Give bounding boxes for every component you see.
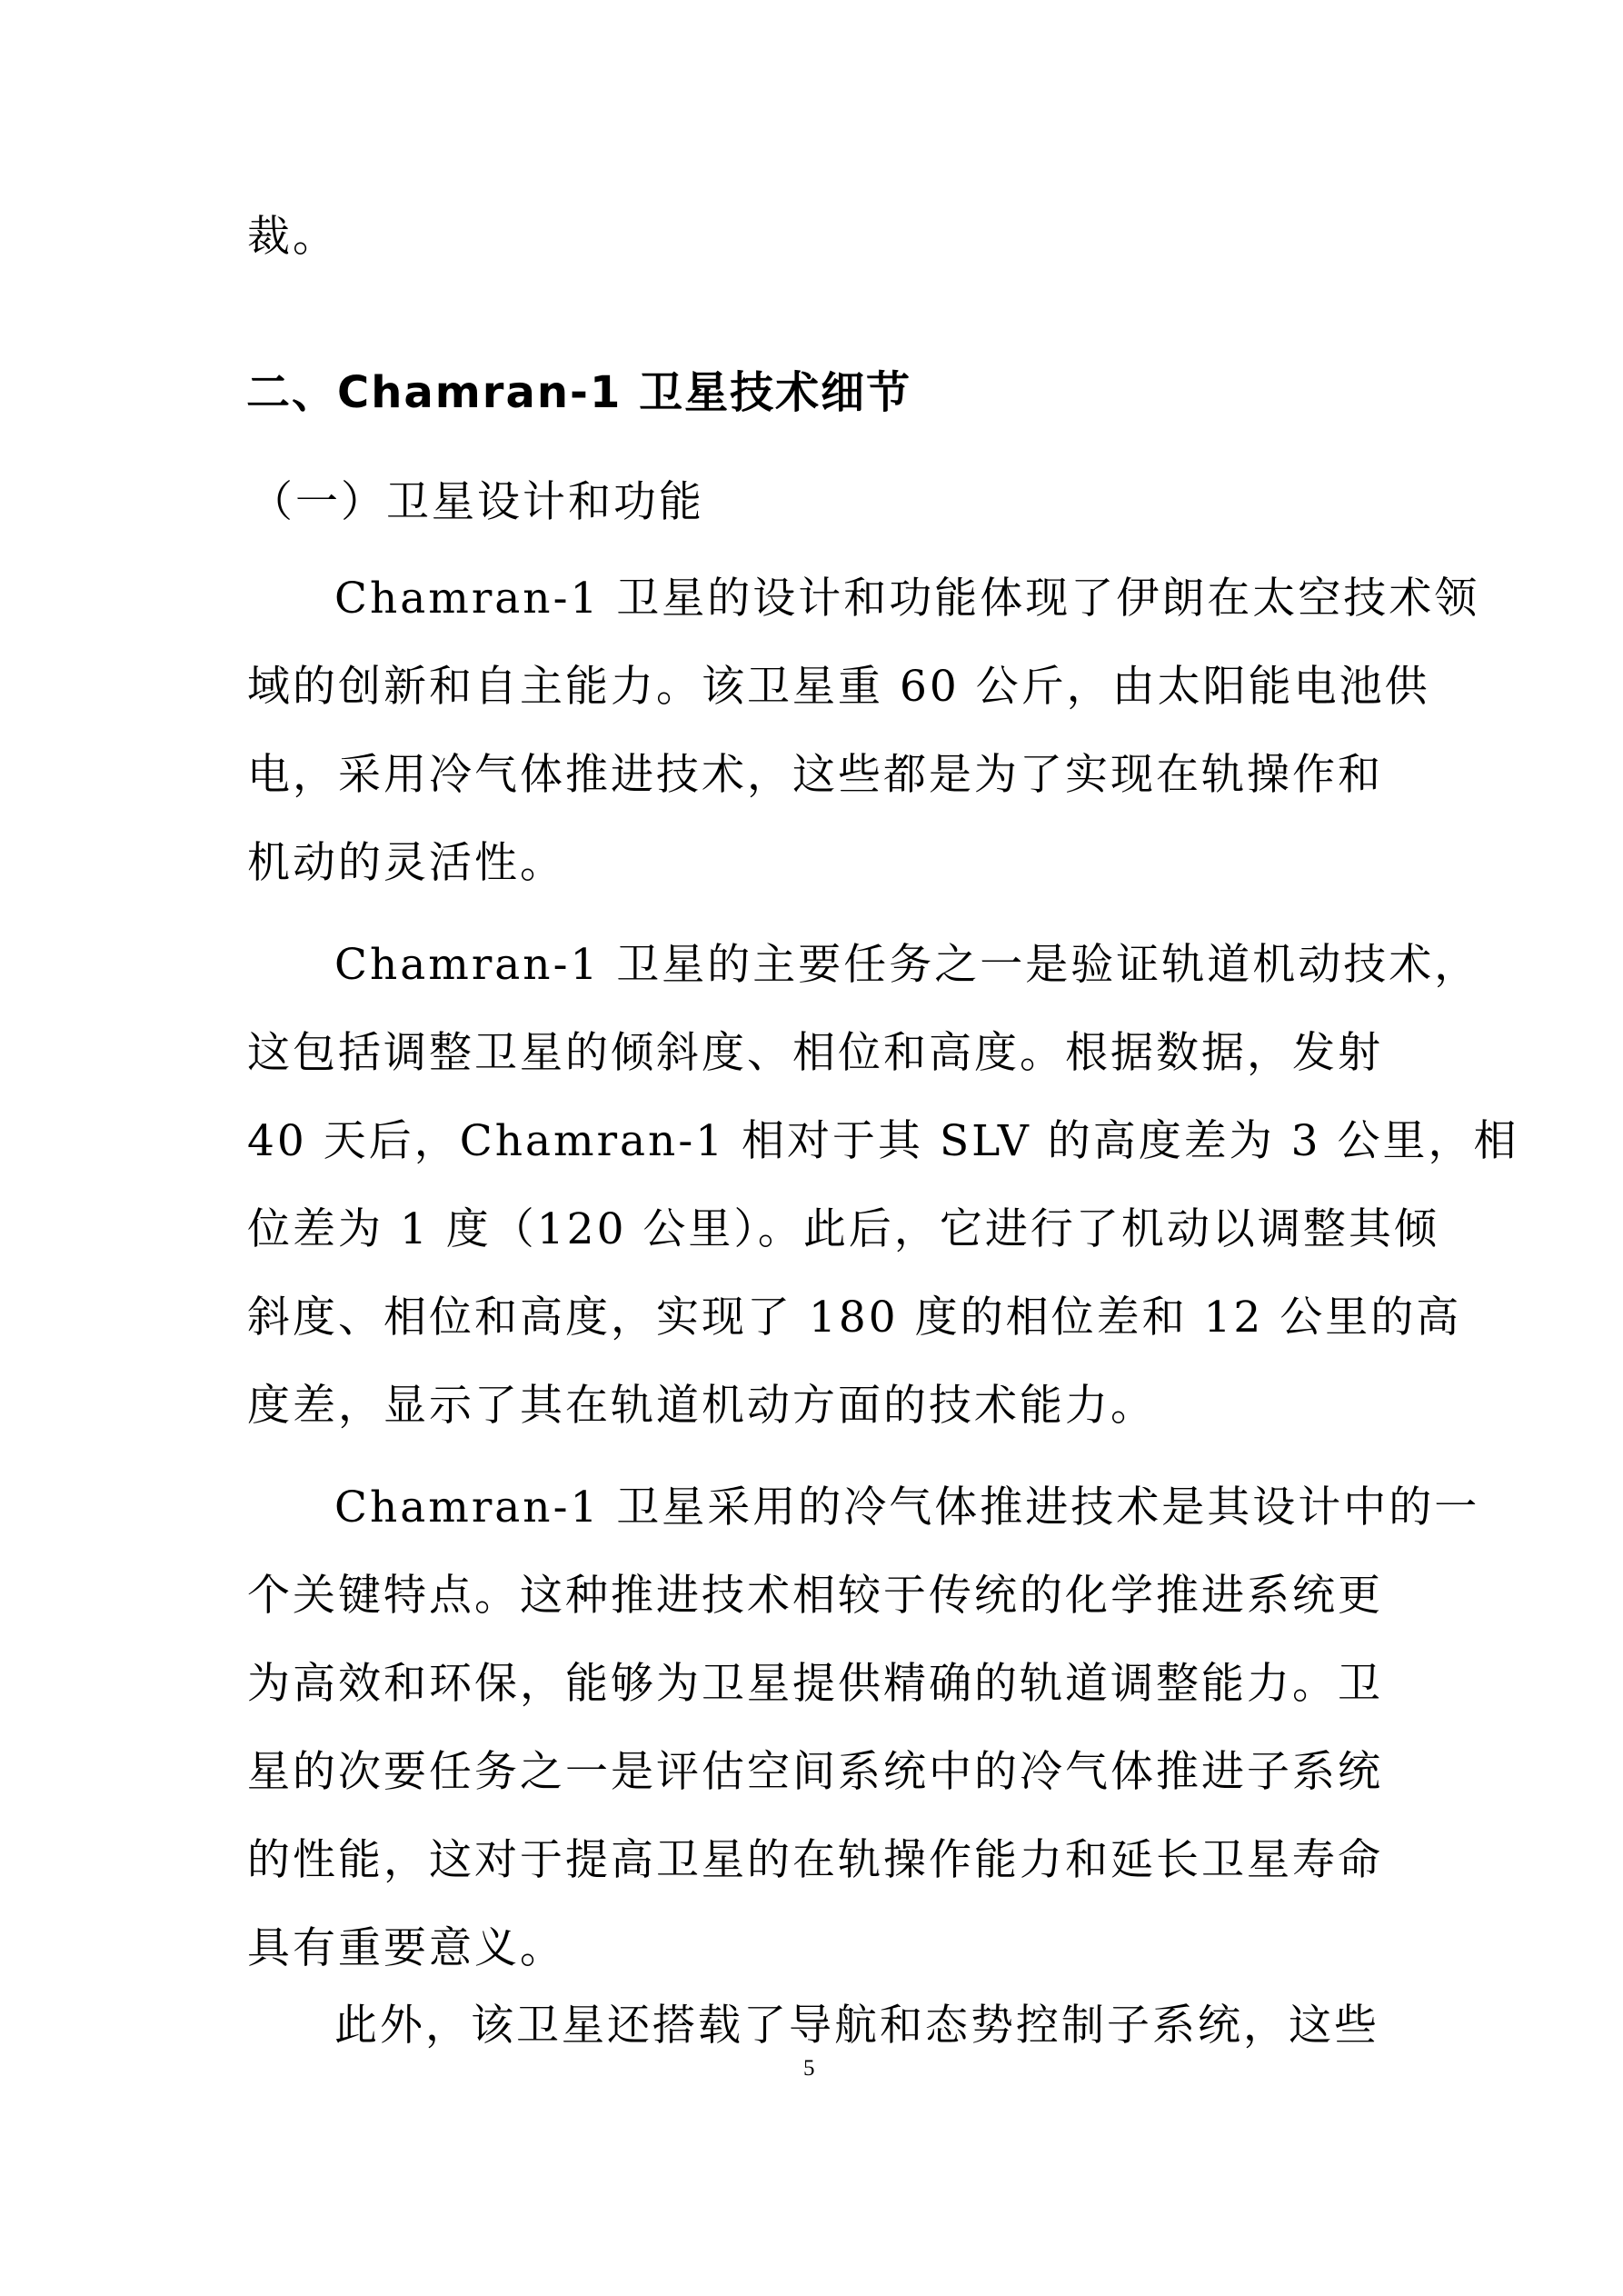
paragraph-line: 星的次要任务之一是评估空间系统中的冷气体推进子系统: [247, 1747, 1383, 1797]
paragraph-line: 为高效和环保，能够为卫星提供精确的轨道调整能力。卫: [247, 1659, 1383, 1709]
paragraph-line: 这包括调整卫星的倾斜度、相位和高度。根据数据，发射: [247, 1028, 1383, 1078]
page-number: 5: [803, 2056, 815, 2081]
subsection-heading: （一）卫星设计和功能: [250, 477, 704, 527]
paragraph-line: 的性能，这对于提高卫星的在轨操作能力和延长卫星寿命: [247, 1835, 1383, 1885]
paragraph-line: 斜度、相位和高度，实现了 180 度的相位差和 12 公里的高: [247, 1293, 1462, 1343]
paragraph-line: Chamran-1 卫星的主要任务之一是验证轨道机动技术，: [334, 940, 1480, 990]
paragraph-line: 电，采用冷气体推进技术，这些都是为了实现在轨操作和: [247, 750, 1383, 800]
paragraph-line: 此外，该卫星还搭载了导航和态势控制子系统，这些: [334, 2001, 1379, 2051]
paragraph-line: 域的创新和自主能力。该卫星重 60 公斤，由太阳能电池供: [247, 662, 1430, 712]
paragraph-line: 位差为 1 度（120 公里）。此后，它进行了机动以调整其倾: [247, 1204, 1439, 1254]
section-heading: 二、Chamran-1 卫星技术细节: [246, 367, 912, 418]
paragraph-line: 个关键特点。这种推进技术相较于传统的化学推进系统更: [247, 1571, 1383, 1621]
paragraph-line: 机动的灵活性。: [247, 838, 565, 888]
paragraph-line: 度差，显示了其在轨道机动方面的技术能力。: [247, 1381, 1156, 1431]
paragraph-line: 40 天后，Chamran-1 相对于其 SLV 的高度差为 3 公里，相: [247, 1116, 1519, 1166]
paragraph-line: Chamran-1 卫星采用的冷气体推进技术是其设计中的一: [334, 1482, 1480, 1532]
continuation-text: 裁。: [247, 212, 338, 262]
paragraph-line: Chamran-1 卫星的设计和功能体现了伊朗在太空技术领: [334, 574, 1480, 624]
paragraph-line: 具有重要意义。: [247, 1923, 565, 1973]
